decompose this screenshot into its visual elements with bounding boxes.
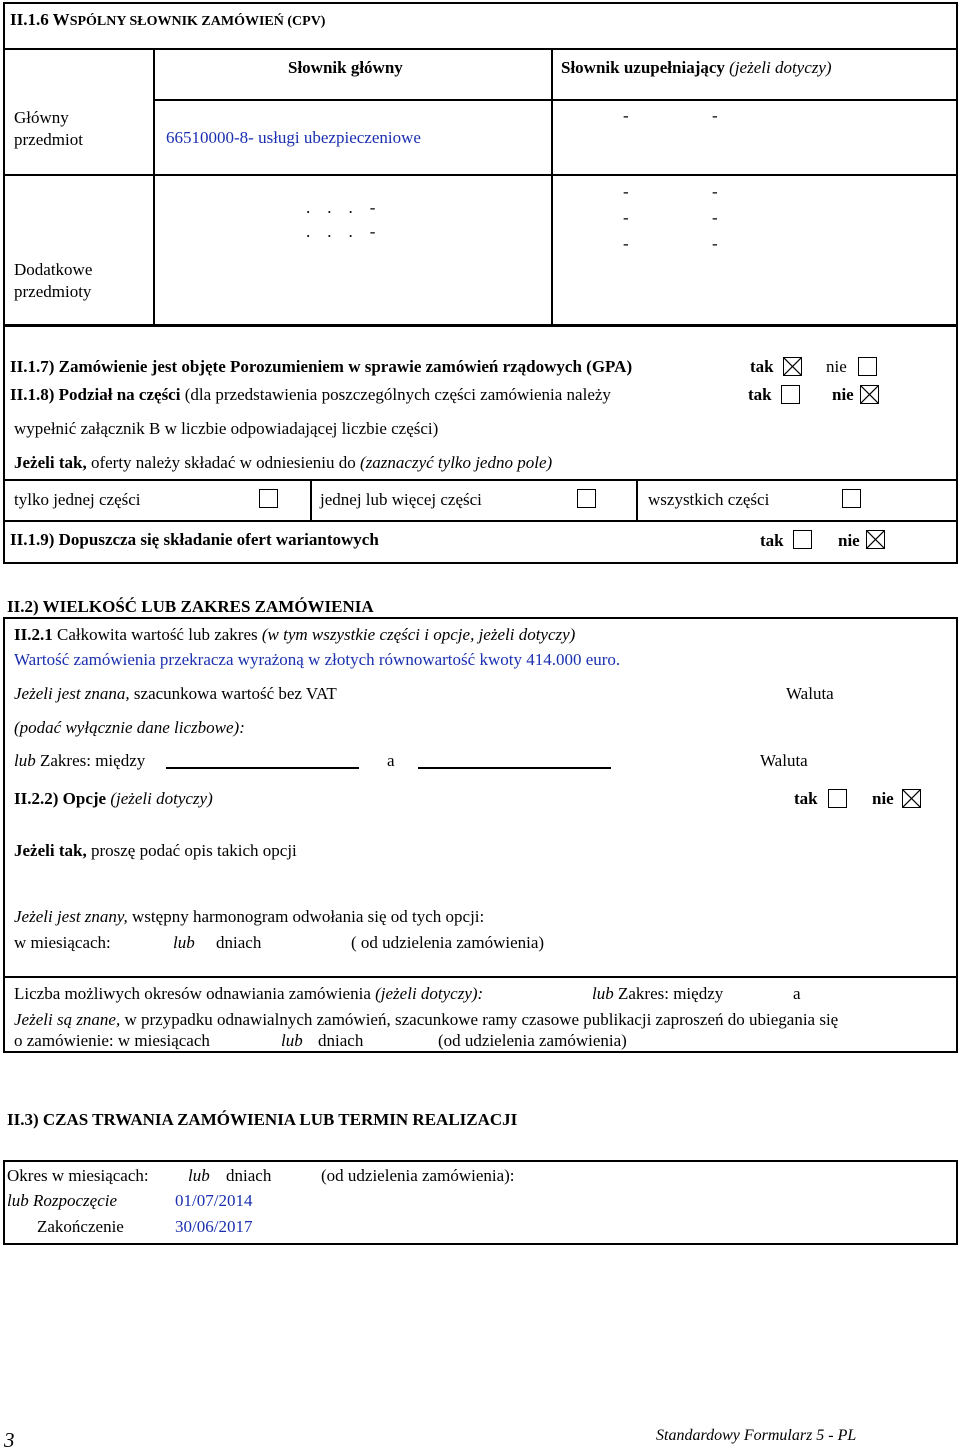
start-date-label: lub Rozpoczęcie: [7, 1191, 118, 1210]
gpa-yes-label: tak: [750, 357, 774, 376]
cpv-supp-dash: -: [712, 182, 718, 201]
parts-question-line2: wypełnić załącznik B w liczbie odpowiadającej liczbie części): [14, 419, 439, 438]
cpv-supp-dash: -: [712, 106, 718, 125]
options-yes-checkbox[interactable]: [828, 789, 847, 808]
check-x-icon: [784, 358, 801, 375]
renewals-label: Liczba możliwych okresów odnawiania zamówienia (jeżeli dotyczy):: [14, 984, 484, 1003]
divider: [3, 520, 958, 522]
cpv-supp-dash: -: [623, 208, 629, 227]
range-from-field[interactable]: [166, 767, 359, 769]
gpa-question: II.1.7) Zamówienie jest objęte Porozumieniem w sprawie zamówień rządowych (GPA): [10, 357, 633, 376]
options-yes-label: tak: [794, 789, 818, 808]
range-and-label: a: [387, 751, 395, 770]
option-all-parts: wszystkich części: [648, 490, 770, 509]
schedule-or: lub: [173, 933, 195, 952]
range-to-field[interactable]: [418, 767, 611, 769]
threshold-note: Wartość zamówienia przekracza wyrażoną w złotych równowartość kwoty 414.000 euro.: [14, 650, 621, 669]
options-label: II.2.2) Opcje (jeżeli dotyczy): [14, 789, 213, 808]
variants-yes-checkbox[interactable]: [793, 530, 812, 549]
variants-yes-label: tak: [760, 531, 784, 550]
cpv-extra-line: . . . -: [306, 198, 376, 217]
parts-no-checkbox[interactable]: [860, 385, 879, 404]
currency-label-2: Waluta: [760, 751, 808, 770]
parts-instruction: Jeżeli tak, oferty należy składać w odniesieniu do (zaznaczyć tylko jedno pole): [14, 453, 553, 472]
cpv-extra-line: . . . -: [306, 222, 376, 241]
variants-no-checkbox[interactable]: [866, 530, 885, 549]
cpv-col-main: Słownik główny: [288, 58, 403, 77]
parts-yes-checkbox[interactable]: [781, 385, 800, 404]
cpv-main-code: 66510000-8- usługi ubezpieczeniowe: [166, 128, 421, 147]
renewals-range: lub Zakres: między: [592, 984, 724, 1003]
form-name: Standardowy Formularz 5 - PL: [656, 1427, 857, 1444]
single-part-checkbox[interactable]: [259, 489, 278, 508]
options-no-label: nie: [872, 789, 894, 808]
divider: [3, 976, 958, 978]
cpv-supp-dash: -: [623, 182, 629, 201]
variants-question: II.1.9) Dopuszcza się składanie ofert wariantowych: [10, 530, 379, 549]
renewals-timeframe-from: (od udzielenia zamówienia): [438, 1031, 627, 1050]
gpa-yes-checkbox[interactable]: [783, 357, 802, 376]
options-description-label: Jeżeli tak, proszę podać opis takich opcji: [14, 841, 297, 860]
options-schedule-label: Jeżeli jest znany, wstępny harmonogram odwołania się od tych opcji:: [14, 907, 485, 926]
schedule-from-award: ( od udzielenia zamówienia): [351, 933, 545, 952]
cpv-section: [3, 2, 958, 326]
cpv-supp-dash: -: [623, 234, 629, 253]
renewals-timeframe-or: lub: [281, 1031, 303, 1050]
total-value-label: II.2.1 Całkowita wartość lub zakres (w tym wszystkie części i opcje, jeżeli dotyczy): [14, 625, 576, 644]
cpv-row2-label: Dodatkowe przedmioty: [14, 260, 93, 301]
cpv-row1-label: Główny przedmiot: [14, 108, 83, 149]
renewals-timeframe-months: o zamówienie: w miesiącach: [14, 1031, 210, 1050]
option-single-part: tylko jednej części: [14, 490, 141, 509]
divider: [636, 479, 638, 521]
cpv-col-supp: Słownik uzupełniający (jeżeli dotyczy): [561, 58, 832, 77]
duration-or: lub: [188, 1166, 210, 1185]
option-one-or-more: jednej lub więcej części: [320, 490, 482, 509]
divider: [551, 48, 553, 326]
end-date-label: Zakończenie: [37, 1217, 124, 1236]
duration-period: Okres w miesiącach:: [7, 1166, 149, 1185]
divider: [3, 48, 958, 50]
schedule-months: w miesiącach:: [14, 933, 111, 952]
numeric-only-note: (podać wyłącznie dane liczbowe):: [14, 718, 245, 737]
options-no-checkbox[interactable]: [902, 789, 921, 808]
check-x-icon: [903, 790, 920, 807]
renewals-timeframe-days: dniach: [318, 1031, 364, 1050]
variants-no-label: nie: [838, 531, 860, 550]
schedule-days: dniach: [216, 933, 262, 952]
gpa-no-label: nie: [826, 357, 847, 376]
all-parts-checkbox[interactable]: [842, 489, 861, 508]
renewals-timeframe: Jeżeli są znane, w przypadku odnawialnych zamówień, szacunkowe ramy czasowe publikacji zaproszeń do ubiegania się: [14, 1010, 839, 1029]
divider: [310, 479, 312, 521]
duration-from-award: (od udzielenia zamówienia):: [321, 1166, 515, 1185]
cpv-heading: II.1.6 WSPÓLNY SŁOWNIK ZAMÓWIEŃ (CPV): [10, 10, 326, 29]
divider: [3, 174, 958, 176]
end-date-value: 30/06/2017: [175, 1217, 253, 1236]
range-label: lub Zakres: między: [14, 751, 146, 770]
scope-heading: II.2) WIELKOŚĆ LUB ZAKRES ZAMÓWIENIA: [7, 597, 374, 616]
duration-days: dniach: [226, 1166, 272, 1185]
check-x-icon: [861, 386, 878, 403]
parts-no-label: nie: [832, 385, 854, 404]
renewals-and: a: [793, 984, 801, 1003]
divider: [153, 99, 958, 101]
start-date-value: 01/07/2014: [175, 1191, 253, 1210]
divider: [3, 479, 958, 481]
parts-question: II.1.8) Podział na części (dla przedstawienia poszczególnych części zamówienia należy: [10, 385, 611, 404]
duration-heading: II.3) CZAS TRWANIA ZAMÓWIENIA LUB TERMIN REALIZACJI: [7, 1110, 518, 1129]
one-or-more-checkbox[interactable]: [577, 489, 596, 508]
parts-yes-label: tak: [748, 385, 772, 404]
check-x-icon: [867, 531, 884, 548]
cpv-supp-dash: -: [712, 208, 718, 227]
estimated-value-label: Jeżeli jest znana, szacunkowa wartość bez VAT: [14, 684, 337, 703]
cpv-supp-dash: -: [623, 106, 629, 125]
gpa-no-checkbox[interactable]: [858, 357, 877, 376]
currency-label: Waluta: [786, 684, 834, 703]
cpv-supp-dash: -: [712, 234, 718, 253]
page-number: 3: [4, 1428, 15, 1449]
divider: [153, 48, 155, 326]
